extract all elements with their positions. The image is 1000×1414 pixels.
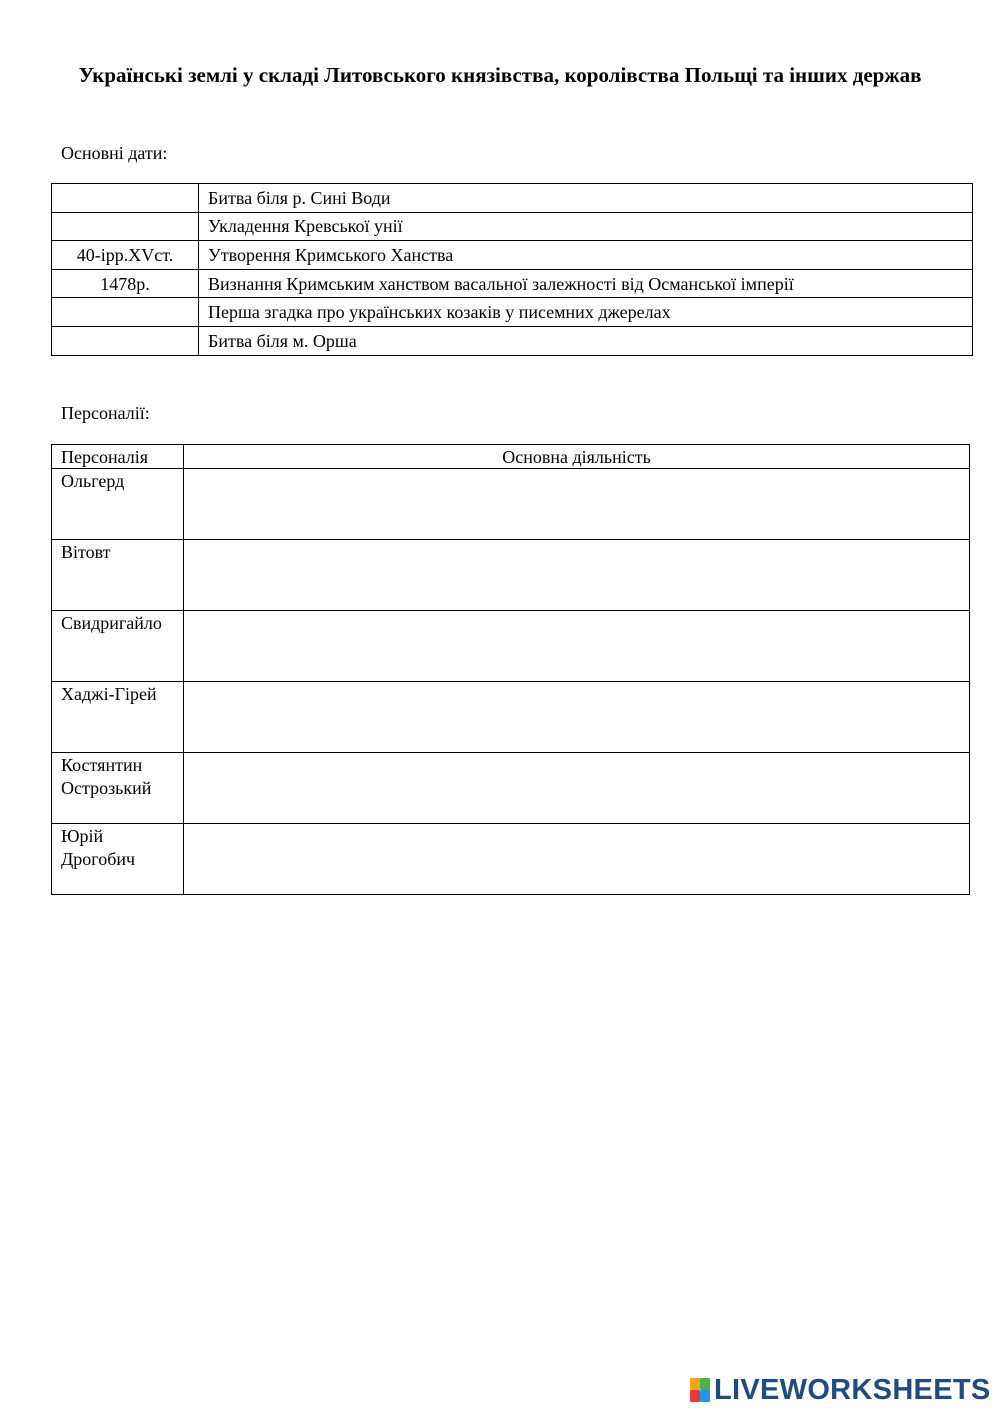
table-header-row xyxy=(52,445,970,469)
person-name xyxy=(52,824,184,895)
person-name-line: Вітовт xyxy=(61,542,111,562)
table-row xyxy=(52,269,973,298)
liveworksheets-logo-text: LIVEWORKSHEETS xyxy=(714,1374,991,1406)
activity-input[interactable] xyxy=(184,469,970,540)
event-text: Битва біля м. Орша xyxy=(199,326,973,355)
table-row xyxy=(52,326,973,355)
date-input[interactable] xyxy=(52,184,199,213)
person-name-line: Острозький xyxy=(61,778,152,798)
person-name-line: Костянтин xyxy=(61,755,143,775)
dates-table xyxy=(51,183,973,356)
logo-square-icon xyxy=(700,1390,710,1402)
dates-section-label: Основні дати: xyxy=(61,143,168,163)
liveworksheets-logo[interactable] xyxy=(690,1372,991,1408)
people-section-label: Персоналії: xyxy=(61,403,150,423)
logo-square-icon xyxy=(700,1378,710,1390)
date-input[interactable] xyxy=(52,298,199,327)
table-row xyxy=(52,540,970,611)
table-row xyxy=(52,753,970,824)
event-text: Перша згадка про українських козаків у писемних джерелах xyxy=(199,298,973,327)
table-row xyxy=(52,824,970,895)
event-text: Утворення Кримського Ханства xyxy=(199,241,973,270)
table-row xyxy=(52,298,973,327)
date-input[interactable] xyxy=(52,326,199,355)
person-name-line: Юрій xyxy=(61,826,104,846)
page-title: Українські землі у складі Литовського князівства, королівства Польщі та інших держав xyxy=(78,63,922,87)
person-name-line: Свидригайло xyxy=(61,613,162,633)
person-name xyxy=(52,753,184,824)
person-name xyxy=(52,611,184,682)
person-name xyxy=(52,469,184,540)
liveworksheets-logo-icon xyxy=(690,1378,710,1402)
activity-input[interactable] xyxy=(184,824,970,895)
table-row xyxy=(52,611,970,682)
activity-input[interactable] xyxy=(184,753,970,824)
activity-input[interactable] xyxy=(184,540,970,611)
person-name xyxy=(52,682,184,753)
event-text: Укладення Кревської унії xyxy=(199,212,973,241)
table-row xyxy=(52,212,973,241)
date-text: 40-ірр.XVст. xyxy=(52,241,199,270)
column-header-activity: Основна діяльність xyxy=(184,445,970,469)
table-row xyxy=(52,682,970,753)
date-input[interactable] xyxy=(52,212,199,241)
table-row xyxy=(52,469,970,540)
table-row xyxy=(52,241,973,270)
person-name-line: Дрогобич xyxy=(61,849,136,869)
logo-square-icon xyxy=(690,1378,700,1390)
logo-square-icon xyxy=(690,1390,700,1402)
activity-input[interactable] xyxy=(184,682,970,753)
date-text: 1478р. xyxy=(52,269,199,298)
table-row xyxy=(52,184,973,213)
event-text: Битва біля р. Сині Води xyxy=(199,184,973,213)
person-name-line: Хаджі-Гірей xyxy=(61,684,157,704)
column-header-person: Персоналія xyxy=(52,445,184,469)
person-name xyxy=(52,540,184,611)
event-text: Визнання Кримським ханством васальної залежності від Османської імперії xyxy=(199,269,973,298)
people-table xyxy=(51,444,970,895)
activity-input[interactable] xyxy=(184,611,970,682)
person-name-line: Ольгерд xyxy=(61,471,125,491)
